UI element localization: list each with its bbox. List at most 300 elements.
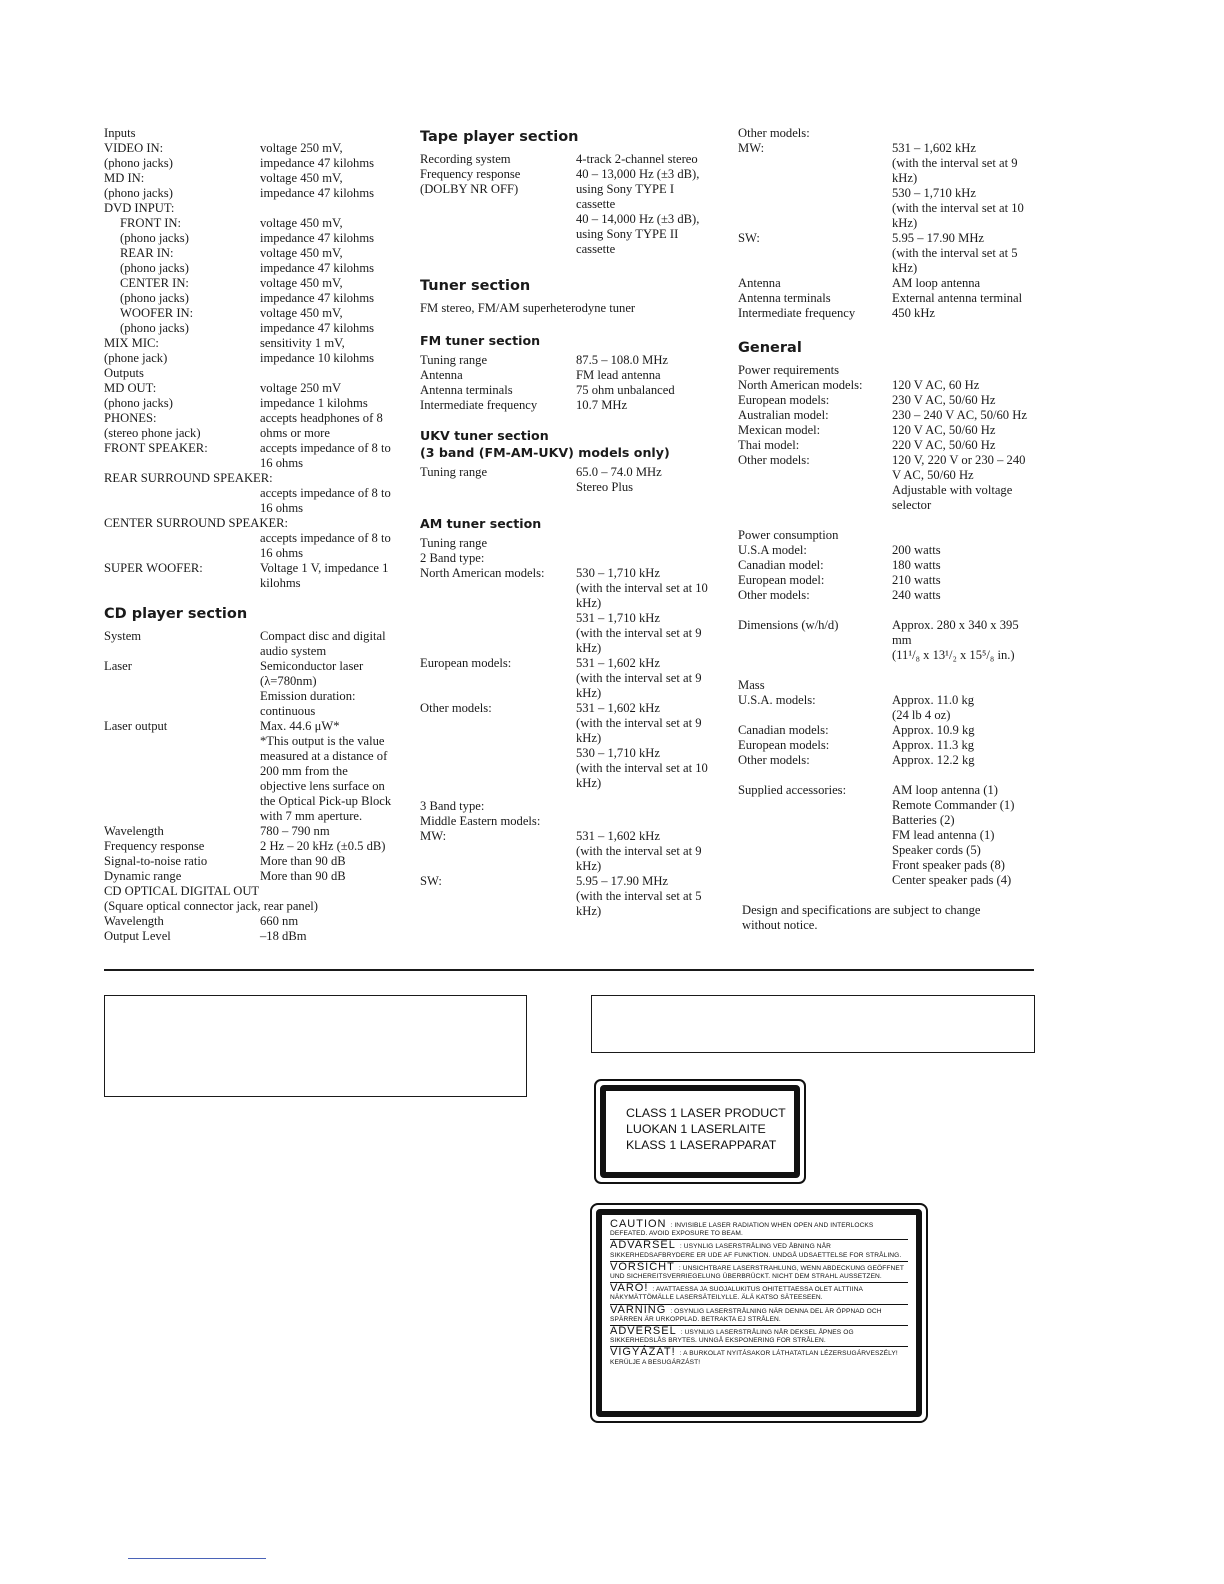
spec-value-line: (with the interval set at 5 (892, 246, 1018, 260)
spec-row (420, 566, 732, 656)
spec-value-line: kHz) (576, 859, 602, 873)
spec-value-line: selector (892, 498, 932, 512)
caution-text: : OSYNLIG LASERSTRÅLNING NÄR DENNA DEL ÄR ÖPPNAD OCH SPÄRREN ÄR URKOPPLAD. BETRAKTA EJ STRÅLEN. (610, 1307, 882, 1323)
spec-row (420, 465, 732, 495)
spec-value (892, 306, 1048, 321)
am-tuner-spec-list (420, 536, 732, 919)
spec-label: Canadian models: (738, 723, 829, 737)
spec-value-line: 210 watts (892, 573, 941, 587)
spec-row (738, 291, 1048, 306)
spec-row (738, 306, 1048, 321)
caution-label-body (596, 1209, 922, 1417)
spec-value-line: Batteries (2) (892, 813, 955, 827)
spec-value-line: using Sony TYPE I (576, 182, 675, 196)
spec-label: FRONT SPEAKER: (104, 441, 208, 455)
spec-value-line: (with the interval set at 9 (576, 844, 702, 858)
spec-row (738, 693, 1048, 723)
spec-row (420, 814, 732, 829)
spec-label: (stereo phone jack) (104, 426, 201, 440)
spec-value (260, 929, 414, 944)
spec-value-line: kHz) (576, 686, 602, 700)
caution-word: ADVARSEL (610, 1239, 676, 1252)
spec-label: CENTER SURROUND SPEAKER: (104, 516, 289, 530)
spec-value (260, 396, 414, 411)
spec-value-line: Approx. 11.0 kg (892, 693, 975, 707)
spec-value-line: accepts impedance of 8 to (260, 531, 391, 545)
caution-warning (610, 1305, 908, 1326)
spec-value (260, 186, 414, 201)
spec-label: Antenna (738, 276, 781, 290)
spec-value (892, 558, 1048, 573)
spec-value-line: impedance 47 kilohms (260, 231, 375, 245)
spec-label: VIDEO IN: (104, 141, 164, 155)
spec-value-line: voltage 250 mV (260, 381, 342, 395)
spec-value (892, 543, 1048, 558)
spec-row (738, 753, 1048, 768)
ukv-tuner-heading (420, 427, 732, 461)
spec-value-line: voltage 450 mV, (260, 276, 343, 290)
spec-label: 2 Band type: (420, 551, 485, 565)
spec-row (104, 411, 414, 426)
spec-row (420, 368, 732, 383)
spec-value (260, 914, 414, 929)
spec-row (738, 738, 1048, 753)
spec-label: Other models: (738, 453, 810, 467)
spec-label: Intermediate frequency (420, 398, 538, 412)
spec-value-line: Speaker cords (5) (892, 843, 981, 857)
spec-row (104, 441, 414, 471)
spec-row (104, 156, 414, 171)
blank-box-right (591, 995, 1035, 1053)
spec-value-line: impedance 47 kilohms (260, 186, 375, 200)
caution-text: : USYNLIG LASERSTRÅLING NÅR DEKSEL ÅPNES OG SIKKERHEDSLÅS BRYTES. UNNGÅ EKSPONERING FOR STRÅLEN. (610, 1329, 854, 1345)
spec-label (104, 531, 260, 561)
spec-value-line: 120 V AC, 60 Hz (892, 378, 980, 392)
spec-row (420, 551, 732, 566)
spec-row (104, 516, 414, 531)
spec-row (420, 167, 732, 182)
spec-value (892, 438, 1048, 453)
spec-value-line: 4-track 2-channel stereo (576, 152, 698, 166)
spec-row (738, 378, 1048, 393)
spec-row (104, 186, 414, 201)
spec-value-line: (with the interval set at 10 (576, 581, 708, 595)
spec-value (892, 423, 1048, 438)
spec-label: REAR IN: (120, 246, 174, 260)
spec-label: Thai model: (738, 438, 800, 452)
spec-label: Tuning range (420, 353, 488, 367)
spec-value-line: 531 – 1,602 kHz (892, 141, 976, 155)
spec-label: Laser output (104, 719, 168, 733)
spec-label: Frequency response (104, 839, 205, 853)
spec-row (738, 423, 1048, 438)
spec-row (104, 291, 414, 306)
spec-value-line: accepts impedance of 8 to (260, 441, 391, 455)
spec-value-line: voltage 450 mV, (260, 216, 343, 230)
spec-value-line: accepts headphones of 8 (260, 411, 383, 425)
caution-text: : AVATTAESSA JA SUOJALUKITUS OHITETTAESSA OLET ALTTIINA NÄKYMÄTTÖMÄLLE LASERSÄTEILYLLE. ÄLÄ KATSO SÄTEESEEN. (610, 1286, 863, 1302)
spec-value-line: 531 – 1,602 kHz (576, 701, 660, 715)
spec-row (420, 383, 732, 398)
spec-label: SW: (420, 874, 442, 888)
spec-row (738, 393, 1048, 408)
spec-row (738, 618, 1048, 663)
spec-value (260, 291, 414, 306)
spec-value-line: ohms or more (260, 426, 330, 440)
spec-value-line: Approx. 10.9 kg (892, 723, 975, 737)
spec-row (738, 783, 1048, 888)
spec-value-line: –18 dBm (260, 929, 307, 943)
spec-row (420, 152, 732, 167)
spec-value-line: voltage 450 mV, (260, 306, 343, 320)
spec-label: PHONES: (104, 411, 157, 425)
section-divider (104, 969, 1034, 971)
spec-value-line: (11¹/₈ x 13¹/₂ x 15⁵/₈ in.) (892, 648, 1015, 662)
spec-row (420, 829, 732, 874)
spec-label: (phone jack) (104, 351, 168, 365)
spec-value-line: (with the interval set at 10 (576, 761, 708, 775)
spec-row (420, 656, 732, 701)
spec-value-line: V AC, 50/60 Hz (892, 468, 974, 482)
spec-row (104, 246, 414, 261)
spec-value (576, 656, 732, 701)
spec-label: MW: (738, 141, 765, 155)
caution-word: VARO! (610, 1282, 649, 1295)
spec-row (104, 126, 414, 141)
spec-row (738, 141, 1048, 231)
spec-value (260, 156, 414, 171)
spec-value (260, 824, 414, 839)
spec-value-line: 5.95 – 17.90 MHz (892, 231, 984, 245)
spec-value (576, 465, 732, 495)
spec-value (892, 453, 1048, 513)
spec-value (576, 398, 732, 413)
spec-value (260, 426, 414, 441)
spec-value-line: 530 – 1,710 kHz (576, 566, 660, 580)
ukv-heading-line1: UKV tuner section (420, 428, 549, 443)
spec-value (892, 573, 1048, 588)
spec-value (260, 381, 414, 396)
spec-value (260, 869, 414, 884)
spec-value (260, 561, 414, 591)
spec-value-line: 5.95 – 17.90 MHz (576, 874, 668, 888)
spec-value-line: External antenna terminal (892, 291, 1023, 305)
spec-value-line: with 7 mm aperture. (260, 809, 363, 823)
spec-value-line: 16 ohms (260, 546, 304, 560)
spec-label: (phono jacks) (104, 396, 173, 410)
spec-value (892, 753, 1048, 768)
spec-label: Frequency response (420, 167, 521, 181)
spec-label: MIX MIC: (104, 336, 159, 350)
spec-label: Antenna terminals (738, 291, 831, 305)
spec-row (104, 869, 414, 884)
spec-value (576, 167, 732, 182)
spec-label: Intermediate frequency (738, 306, 856, 320)
spec-label: SUPER WOOFER: (104, 561, 203, 575)
spec-value-line: impedance 1 kilohms (260, 396, 368, 410)
spec-label: European model: (738, 573, 825, 587)
spec-value (260, 719, 414, 824)
spec-label: Dynamic range (104, 869, 182, 883)
spec-value (892, 231, 1048, 276)
spec-value (892, 291, 1048, 306)
spec-value (260, 201, 414, 216)
spec-value-line: Approx. 11.3 kg (892, 738, 975, 752)
spec-row (104, 396, 414, 411)
spec-row (104, 854, 414, 869)
spec-value-line: 40 – 13,000 Hz (±3 dB), (576, 167, 700, 181)
caution-warning (610, 1262, 908, 1283)
ukv-tuner-spec-list (420, 465, 732, 495)
caution-text: : INVISIBLE LASER RADIATION WHEN OPEN AND INTERLOCKS DEFEATED. AVOID EXPOSURE TO BEAM. (610, 1222, 874, 1238)
spec-value-line: 450 kHz (892, 306, 936, 320)
cd-player-heading: CD player section (104, 606, 248, 622)
spec-label: (phono jacks) (120, 231, 189, 245)
spec-label: Canadian model: (738, 558, 824, 572)
spec-value (260, 351, 414, 366)
spec-row (104, 261, 414, 276)
dimensions-list (738, 618, 1048, 663)
spec-value-line: kHz) (576, 731, 602, 745)
spec-value (260, 629, 414, 659)
spec-value (576, 829, 732, 874)
spec-value-line: (with the interval set at 9 (576, 626, 702, 640)
spec-value (892, 378, 1048, 393)
spec-value-line: Center speaker pads (4) (892, 873, 1012, 887)
spec-value-line: Stereo Plus (576, 480, 634, 494)
spec-row (104, 899, 414, 914)
spec-value-line: 2 Hz – 20 kHz (±0.5 dB) (260, 839, 386, 853)
spec-row (104, 659, 414, 719)
caution-text: : USYNLIG LASERSTRÅLING VED ÅBNING NÅR SIKKERHEDSAFBRYDERE ER UDE AF FUNKTION. UNDGÅ UDSAETTELSE FOR STRÅLING. (610, 1243, 902, 1259)
spec-value (260, 141, 414, 156)
spec-value-line: kHz) (892, 171, 918, 185)
spec-label: Other models: (738, 753, 810, 767)
spec-label: North American models: (738, 378, 863, 392)
spec-value-line: mm (892, 633, 912, 647)
spec-value-line: (with the interval set at 9 (576, 716, 702, 730)
spec-row (420, 874, 732, 919)
spec-label: Output Level (104, 929, 171, 943)
power-consumption-list (738, 528, 1048, 603)
spec-label: Wavelength (104, 914, 164, 928)
notice-line1: Design and specifications are subject to change (742, 903, 981, 917)
spec-value (892, 783, 1048, 888)
spec-row (104, 719, 414, 824)
spec-value (576, 383, 732, 398)
spec-label: Middle Eastern models: (420, 814, 541, 828)
spec-value (260, 306, 414, 321)
spec-value-line: continuous (260, 704, 316, 718)
spec-label: CD OPTICAL DIGITAL OUT (104, 884, 260, 898)
spec-value (260, 411, 414, 426)
spec-value-line: audio system (260, 644, 327, 658)
spec-value (260, 246, 414, 261)
spec-label: Other models: (420, 701, 492, 715)
tuner-heading: Tuner section (420, 278, 531, 294)
spec-value-line: measured at a distance of (260, 749, 388, 763)
spec-value (892, 738, 1048, 753)
spec-row (738, 363, 1048, 378)
spec-row (104, 486, 414, 516)
spec-row (104, 426, 414, 441)
spec-label: European models: (738, 393, 830, 407)
spec-label: Signal-to-noise ratio (104, 854, 208, 868)
laser-label-line1: CLASS 1 LASER PRODUCT (626, 1106, 786, 1120)
spec-label: DVD INPUT: (104, 201, 175, 215)
spec-label: MW: (420, 829, 447, 843)
spec-value-line: FM lead antenna (576, 368, 661, 382)
spec-label: European models: (738, 738, 830, 752)
spec-value-line: FM lead antenna (1) (892, 828, 995, 842)
spec-row (738, 573, 1048, 588)
spec-label: U.S.A model: (738, 543, 807, 557)
spec-row (738, 528, 1048, 543)
laser-label-line2: LUOKAN 1 LASERLAITE (626, 1122, 766, 1136)
spec-label: System (104, 629, 142, 643)
spec-row (104, 216, 414, 231)
spec-row (104, 276, 414, 291)
spec-row (420, 353, 732, 368)
caution-warning (610, 1326, 908, 1347)
spec-label: Inputs (104, 126, 136, 140)
spec-label: (Square optical connector jack, rear panel) (104, 899, 318, 913)
spec-row (738, 276, 1048, 291)
spec-row (420, 536, 732, 551)
spec-value (892, 588, 1048, 603)
spec-label: Antenna (420, 368, 463, 382)
spec-value-line: sensitivity 1 mV, (260, 336, 345, 350)
caution-word: CAUTION (610, 1218, 667, 1230)
spec-label: FRONT IN: (120, 216, 181, 230)
spec-row (738, 678, 1048, 693)
spec-value-line: cassette (576, 197, 616, 211)
spec-value-line: Max. 44.6 μW* (260, 719, 340, 733)
spec-label: (DOLBY NR OFF) (420, 182, 519, 196)
spec-label: (phono jacks) (104, 186, 173, 200)
caution-warning (610, 1219, 908, 1240)
spec-row (738, 543, 1048, 558)
spec-value-line: 200 mm from the (260, 764, 348, 778)
spec-row (104, 839, 414, 854)
spec-label: North American models: (420, 566, 545, 580)
spec-label: (phono jacks) (120, 291, 189, 305)
caution-word: VIGYÁZAT! (610, 1346, 676, 1359)
spec-value-line: accepts impedance of 8 to (260, 486, 391, 500)
spec-value (892, 723, 1048, 738)
spec-value-line: (with the interval set at 9 (576, 671, 702, 685)
spec-value (576, 152, 732, 167)
spec-value (576, 566, 732, 656)
tuner-intro: FM stereo, FM/AM superheterodyne tuner (420, 301, 636, 315)
spec-value-line: cassette (576, 242, 616, 256)
spec-value-line: Adjustable with voltage (892, 483, 1013, 497)
spec-value (260, 261, 414, 276)
spec-label: U.S.A. models: (738, 693, 816, 707)
spec-value-line: Semiconductor laser (260, 659, 364, 673)
spec-value-line: impedance 47 kilohms (260, 261, 375, 275)
spec-label: MD IN: (104, 171, 145, 185)
spec-value-line: (with the interval set at 9 (892, 156, 1018, 170)
spec-value (260, 486, 414, 516)
spec-row (104, 201, 414, 216)
spec-label: (phono jacks) (120, 321, 189, 335)
spec-column-2 (420, 126, 732, 919)
tape-player-heading: Tape player section (420, 129, 579, 145)
spec-value-line: AM loop antenna (892, 276, 981, 290)
spec-value (892, 618, 1048, 663)
ukv-heading-line2: (3 band (FM-AM-UKV) models only) (420, 445, 670, 460)
spec-label: MD OUT: (104, 381, 157, 395)
spec-value-line: Front speaker pads (8) (892, 858, 1005, 872)
spec-value-line: 16 ohms (260, 456, 304, 470)
spec-value-line: Remote Commander (1) (892, 798, 1015, 812)
spec-label: Dimensions (w/h/d) (738, 618, 839, 632)
spec-row (104, 231, 414, 246)
tape-player-spec-list (420, 152, 732, 257)
spec-value-line: 230 V AC, 50/60 Hz (892, 393, 996, 407)
spec-label: Antenna terminals (420, 383, 513, 397)
spec-row (104, 336, 414, 351)
notice-line2: without notice. (742, 918, 818, 932)
spec-value-line: Emission duration: (260, 689, 356, 703)
spec-value-line: impedance 47 kilohms (260, 156, 375, 170)
spec-value (260, 659, 414, 719)
general-heading: General (738, 340, 802, 356)
spec-row (738, 453, 1048, 513)
spec-value-line: objective lens surface on (260, 779, 385, 793)
spec-column-3 (738, 126, 1048, 933)
spec-row (104, 824, 414, 839)
am-other-spec-list (738, 126, 1048, 321)
power-requirements-list (738, 363, 1048, 513)
spec-row (738, 588, 1048, 603)
spec-value-line: 531 – 1,602 kHz (576, 829, 660, 843)
spec-value (576, 701, 732, 791)
spec-value-line: *This output is the value (260, 734, 385, 748)
spec-label: WOOFER IN: (120, 306, 194, 320)
spec-value (260, 231, 414, 246)
spec-value-line: kHz) (576, 596, 602, 610)
caution-word: VARNING (610, 1303, 667, 1316)
spec-value-line: 530 – 1,710 kHz (576, 746, 660, 760)
blank-box-left (104, 995, 527, 1097)
spec-label: 3 Band type: (420, 799, 485, 813)
spec-value-line: AM loop antenna (1) (892, 783, 998, 797)
spec-value (260, 854, 414, 869)
caution-warning (610, 1240, 908, 1261)
spec-label: (phono jacks) (120, 261, 189, 275)
spec-value-line: 531 – 1,710 kHz (576, 611, 660, 625)
spec-value-line: More than 90 dB (260, 869, 346, 883)
spec-label: Recording system (420, 152, 511, 166)
spec-label: REAR SURROUND SPEAKER: (104, 471, 273, 485)
spec-row (104, 141, 414, 156)
caution-word: ADVERSEL (610, 1325, 677, 1338)
spec-label: Mass (738, 678, 765, 692)
spec-value (260, 531, 414, 561)
cd-player-spec-list (104, 629, 414, 944)
spec-value (260, 441, 414, 471)
spec-value (260, 276, 414, 291)
laser-caution-label (590, 1203, 928, 1423)
spec-label: (phono jacks) (104, 156, 173, 170)
accessories-list (738, 783, 1048, 888)
spec-value (260, 216, 414, 231)
spec-row (738, 558, 1048, 573)
spec-value-line: the Optical Pick-up Block (260, 794, 392, 808)
spec-value-line: impedance 47 kilohms (260, 291, 375, 305)
